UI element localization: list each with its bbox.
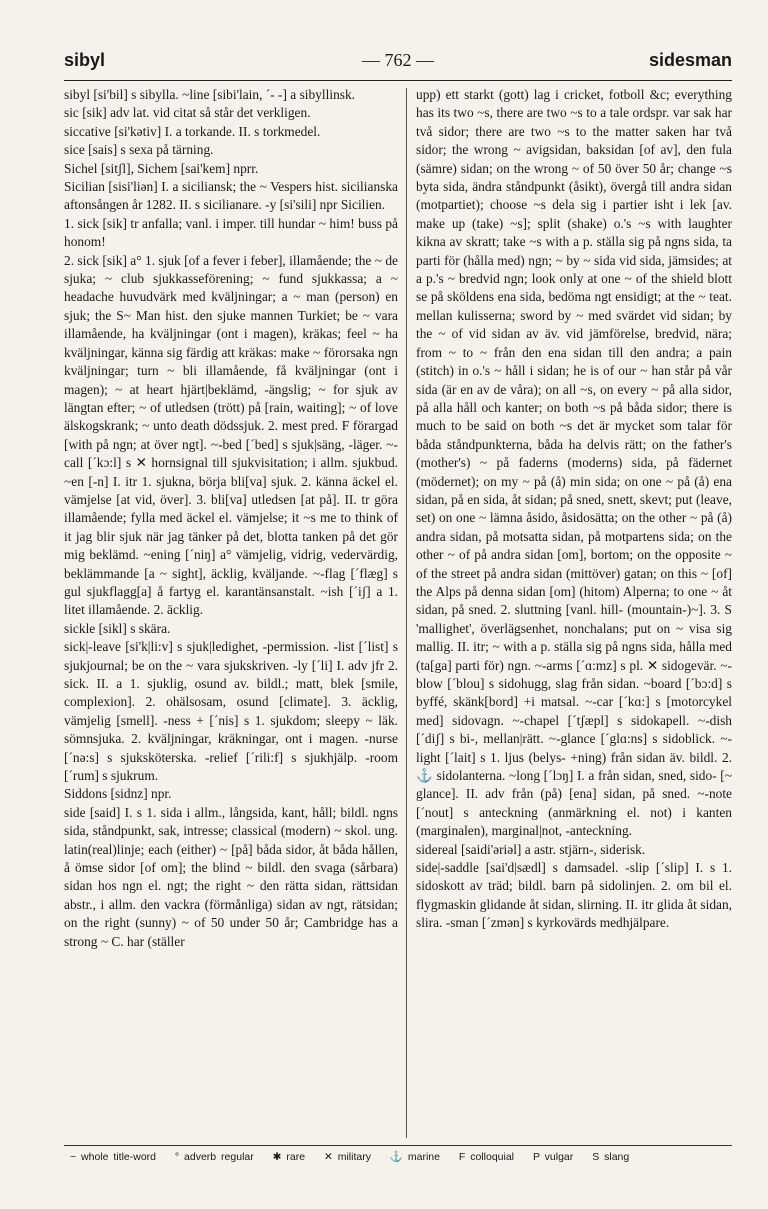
dictionary-entry: side [said] I. s 1. sida i allm., långsida, kant, håll; bildl. ngns sida, ståndpunkt, sak, intresse; classical (modern) ~ skol. ung. latin(real)linje; each (either) ~ [på] båda sidor, åt båda hållen, å ömse sidor [of om]; the blind ~ bildl. den svaga (sårbara) sidan hos ngn el. ngt; the right ~ den rätta sidan, rättsidan abstr., i allm. den vackra (förmånliga) sidan av ngt, rätsidan; on the right (sunny) ~ of 50 under 50 år; Cambridge has a strong ~ C. har (ställer <box>64 804 398 949</box>
dictionary-entry: siccative [si'kətiv] I. a torkande. II. s torkmedel. <box>64 123 321 139</box>
left-column <box>64 86 398 1138</box>
dictionary-entry: sibyl [si'bil] s sibylla. ~line [sibi'lain, ´- -] a sibyllinsk. <box>64 87 356 102</box>
page-header <box>64 50 732 76</box>
right-guide-word: sidesman <box>648 50 732 70</box>
legend-item: F colloquial <box>458 1151 515 1163</box>
abbreviation-legend <box>70 1150 732 1163</box>
dictionary-entry: 2. sick [sik] a° 1. sjuk [of a fever i feber], illamående; the ~ de sjuka; ~ club sjukkasseförening; ~ fund sjukkassa; a ~ headache huvudvärk med kväljningar; a ~ man (person) en sjuk; the S~ Man hist. den sjuke mannen Turkiet; be ~ vara illamående, ha kväljningar (ont i magen), kräkas; feel ~ ha kväljningar, känna sig färdig att kräkas: make ~ förorsaka ngn kväljningar; turn ~ bli illamående, få kväljningar (ont i magen); ~ at heart hjärt|beklämd, -ängslig; ~ for sjuk av längtan efter; ~ of utledsen (trött) på [rain, waiting]; ~ of love älskogskrank; ~ unto death dödssjuk. 2. mest pred. F förargad [with på ngn; at över ngt]. ~-bed [´bed] s sjuk|säng, -läger. ~-call [´kɔ:l] s ✕ hornsignal till sjukvisitation; i allm. sjukbud. ~en [-n] I. itr 1. sjukna, börja bli[va] sjuk. 2. känna äckel el. vämjelse [at vid, över]. 3. bli[va] utledsen [at på]. II. tr göra illamående; fylla med äckel el. vämjelse; it ~s me to think of it jag blir sjuk när jag tänker på det, blotta tanken på det gör mig beklämd. ~ening [´niŋ] a° vämjelig, vidrig, vedervärdig, beklämmande [a ~ sight], äcklig, kväljande. ~-flag [´flæg] s gul sjukflagg[a] å fartyg el. karantänsanstalt. ~ish [´iʃ] a 1. litet illamående. 2. äcklig. <box>64 252 398 618</box>
dictionary-entry: sice [sais] s sexa på tärning. <box>64 142 214 158</box>
column-divider <box>406 88 407 1138</box>
right-column <box>416 86 732 1138</box>
dictionary-entry: Sichel [sitʃl], Sichem [sai'kem] nprr. <box>64 160 259 176</box>
legend-item: ~ whole title-word <box>70 1151 156 1163</box>
dictionary-entry: 1. sick [sik] tr anfalla; vanl. i imper. till hundar ~ him! buss på honom! <box>64 215 398 250</box>
dictionary-entry: sic [sik] adv lat. vid citat så står det verkligen. <box>64 105 311 121</box>
dictionary-entry: sick|-leave [si'k|li:v] s sjuk|ledighet, -permission. -list [´list] s sjukjournal; be on the ~ vara sjukskriven. -ly [´li] I. adv jfr 2. sick. II. a 1. sjuklig, osund av. bildl.; matt, blek [smile, complexion]. 2. ohälsosam, osund [climate]. 3. äcklig, vämjelig [smell]. -ness + [´nis] s 1. sjukdom; sleepy ~ läk. sömnsjuka. 2. kväljningar, kräkningar, ont i magen. -nurse [´nə:s] s sjuksköterska. -relief [´rili:f] s sjukhjälp. -room [´rum] s sjukrum. <box>64 639 398 784</box>
footer-rule <box>64 1145 732 1146</box>
header-rule <box>64 80 732 81</box>
page-number: — 762 — <box>362 50 434 70</box>
legend-item: ° adverb regular <box>174 1151 254 1163</box>
legend-item: ✕ military <box>323 1151 371 1163</box>
dictionary-entry: side|-saddle [sai'd|sædl] s damsadel. -slip [´slip] I. s 1. sidoskott av träd; bildl. barn på sidolinjen. 2. om bil el. flygmaskin glidande åt sidan, slirning. II. itr glida åt sidan, slira. -sman [´zmən] s kyrkovärds medhjälpare. <box>416 860 732 931</box>
dictionary-entry: Sicilian [sisi'liən] I. a siciliansk; the ~ Vespers hist. sicilianska aftonsången år 1282. II. s sicilianare. -y [si'sili] npr Sicilien. <box>64 179 398 213</box>
dictionary-entry: sidereal [saidi'əriəl] a astr. stjärn-, siderisk. <box>416 841 646 857</box>
left-guide-word: sibyl <box>64 50 106 70</box>
legend-item: S slang <box>592 1151 630 1163</box>
legend-item: ⚓ marine <box>389 1151 440 1163</box>
legend-item: P vulgar <box>532 1151 574 1163</box>
dictionary-entry: Siddons [sidnz] npr. <box>64 786 172 802</box>
dictionary-entry: upp) ett starkt (gott) lag i cricket, fotboll &c; everything has its two ~s, there are two ~s to a tale ordspr. var sak har två sidor; there are two ~s to the matter saken har två sidor; the wrong ~ avigsidan, baksidan [of av], den fula (sämre) sidan; on the wrong ~ of 50 över 50 år; change ~s byta sida, ändra ståndpunkt (åsikt), övergå till andra sidan (motpartiet); choose ~s dela sig i partier isht i lek [av. make up (take) ~s]; split (shake) o.'s ~s with laughter kikna av skratt; take ~s with a p. ställa sig på ngns sida, ta parti för (hålla med) ngn; ~ by ~ sida vid sida, jämsides; at a p.'s ~ bredvid ngn; look only at one ~ of the shield blott se på sköldens ena sida, bedöma ngt ensidigt; at the ~ teat. mellan kulisserna; sword by ~ med svärdet vid sidan; by the ~ of vid sidan av äv. vid jämförelse, bredvid, nära; from ~ to ~ från den ena sidan till den andra; a pain (stitch) in o.'s ~ håll i sidan; he is of our ~ han står på vår sida (är en av de våra); on all ~s, on every ~ på alla sidor, på alla håll och kanter; on both ~s på båda sidor; there is much to be said on both ~s det är mycket som talar för båda ståndpunkterna, båda ha delvis rätt; on the father's (mother's) ~ på faderns (moderns) sida, på fädernet (mödernet); on my ~ på (å) min sida; on one ~ på (å) ena sidan, på en sida, åt sidan; på sned, snett, skevt; put (leave, set) on one ~ lämna åsido, åsidosätta; on the other ~ på (å) andra sidan, på motsatta sidan, på motpartens sida; on the other ~ of på andra sidan [om], bortom; on the opposite ~ of the street på andra sidan (mittöver) gatan; on this ~ [of] the Alps på denna sidan [om] (hitom) Alperna; to one ~ åt sidan, på sned. 2. sluttning [vanl. hill- (mountain-)~]. 3. S 'mallighet', överlägsenhet, nonchalans; put on ~ visa sig mallig. II. itr; ~ with a p. ställa sig på ngns sida, hålla med (ta[ga] parti för) ngn. ~-arms [´ɑ:mz] s pl. ✕ sidogevär. ~-blow [´blou] s sidohugg, slag från sidan. ~board [´bɔ:d] s byffé, skänk[bord] +i matsal. ~-car [´kɑ:] s [motorcykel med] sidovagn. ~-chapel [´tʃæpl] s sidokapell. ~-dish [´diʃ] s bi-, mellan|rätt. ~-glance [´glɑ:ns] s sidoblick. ~-light [´lait] s 1. ljus (belys- +ning) från sidan äv. bildl. 2. ⚓ sidolanterna. ~long [´lɔŋ] I. a från sidan, sned, sido- [~ glance]. II. adv från (på) [ena] sidan, på sned. ~-note [´nout] s anteckning (anmärkning el. not) i kanten (marginalen), marginal|not, -anteckning. <box>416 87 732 839</box>
dictionary-entry: sickle [sikl] s skära. <box>64 620 171 636</box>
legend-item: ✱ rare <box>272 1151 306 1163</box>
